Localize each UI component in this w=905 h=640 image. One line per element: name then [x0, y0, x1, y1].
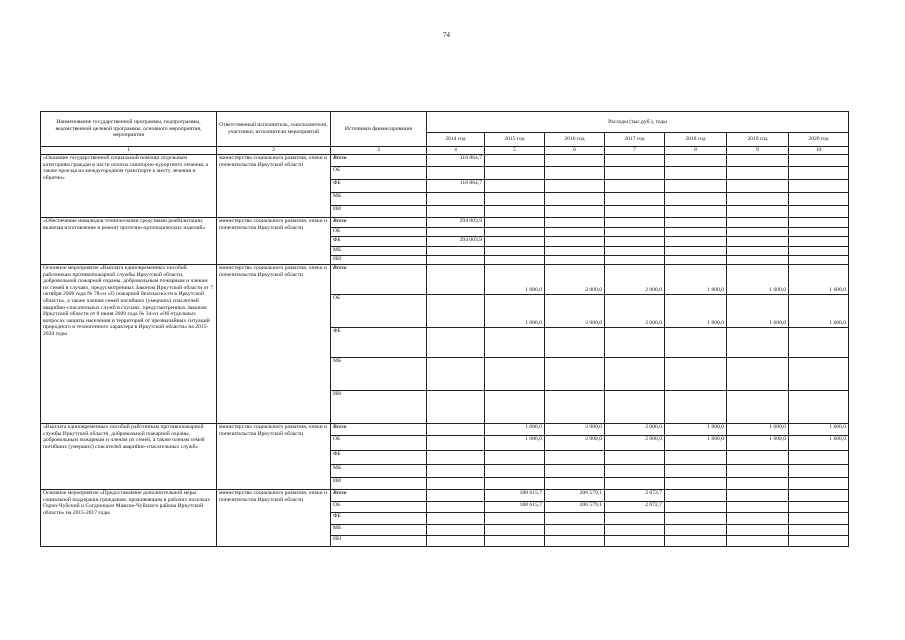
- amount-cell: 1 086,0: [485, 265, 545, 295]
- funding-source-cell: Всего: [331, 155, 427, 167]
- program-name-cell: Основное мероприятие «Предоставление дополнительной меры социальной поддержки гражданам, проживавшим в рабочих поселках Горно-Чуйский и Согдиондон Мамско-Чуйского района Иркутской области» на 2015-2017 годы: [41, 490, 217, 547]
- amount-cell: [427, 256, 485, 265]
- amount-cell: [605, 465, 665, 478]
- amount-cell: 1 086,0: [485, 436, 545, 451]
- amount-cell: [789, 237, 849, 247]
- amount-cell: [727, 155, 789, 167]
- amount-cell: [427, 206, 485, 218]
- amount-cell: 206 579,1: [545, 490, 605, 502]
- funding-source-cell: ФБ: [331, 180, 427, 193]
- amount-cell: [485, 193, 545, 206]
- page-number: 74: [443, 31, 450, 39]
- header-year: 2016 год: [545, 133, 605, 147]
- amount-cell: 1 800,0: [665, 424, 727, 436]
- column-number: 7: [605, 147, 665, 155]
- amount-cell: [605, 513, 665, 525]
- amount-cell: [727, 328, 789, 358]
- amount-cell: [605, 478, 665, 490]
- amount-cell: [427, 295, 485, 328]
- amount-cell: [605, 536, 665, 547]
- amount-cell: [485, 228, 545, 237]
- amount-cell: [427, 465, 485, 478]
- table-row: [41, 265, 849, 295]
- amount-cell: [605, 155, 665, 167]
- amount-cell: [485, 237, 545, 247]
- amount-cell: [545, 536, 605, 547]
- amount-cell: [665, 490, 727, 502]
- amount-cell: 2 072,7: [605, 502, 665, 513]
- funding-source-cell: ФБ: [331, 237, 427, 247]
- column-number: 8: [665, 147, 727, 155]
- amount-cell: [427, 436, 485, 451]
- amount-cell: [605, 358, 665, 391]
- amount-cell: [605, 328, 665, 358]
- budget-table: [40, 111, 849, 547]
- amount-cell: [485, 478, 545, 490]
- amount-cell: [665, 256, 727, 265]
- amount-cell: 1 800,0: [665, 436, 727, 451]
- column-number: 1: [41, 147, 217, 155]
- funding-source-cell: ОБ: [331, 436, 427, 451]
- amount-cell: [665, 465, 727, 478]
- amount-cell: [727, 237, 789, 247]
- amount-cell: [427, 478, 485, 490]
- amount-cell: [665, 513, 727, 525]
- amount-cell: [605, 391, 665, 424]
- amount-cell: [727, 478, 789, 490]
- amount-cell: 188 615,7: [485, 502, 545, 513]
- amount-cell: [727, 218, 789, 228]
- amount-cell: [789, 391, 849, 424]
- amount-cell: [727, 358, 789, 391]
- funding-source-cell: ИИ: [331, 391, 427, 424]
- amount-cell: [665, 167, 727, 180]
- funding-source-cell: ИИ: [331, 478, 427, 490]
- amount-cell: [727, 465, 789, 478]
- amount-cell: [727, 206, 789, 218]
- header-year: 2018 год: [665, 133, 727, 147]
- amount-cell: [427, 391, 485, 424]
- amount-cell: 2 000,0: [605, 295, 665, 328]
- amount-cell: [789, 502, 849, 513]
- funding-source-cell: ОБ: [331, 502, 427, 513]
- amount-cell: [605, 228, 665, 237]
- amount-cell: [427, 328, 485, 358]
- amount-cell: [789, 228, 849, 237]
- amount-cell: [427, 193, 485, 206]
- column-number: 4: [427, 147, 485, 155]
- amount-cell: [427, 247, 485, 256]
- header-year: 2015 год: [485, 133, 545, 147]
- amount-cell: [485, 167, 545, 180]
- amount-cell: 1 600,0: [727, 424, 789, 436]
- amount-cell: [727, 536, 789, 547]
- amount-cell: 1 600,0: [789, 436, 849, 451]
- amount-cell: [789, 155, 849, 167]
- amount-cell: [727, 451, 789, 465]
- table-row: [41, 490, 849, 502]
- amount-cell: [485, 256, 545, 265]
- header-expenses: Расходы (тыс.руб.), годы: [427, 112, 849, 133]
- amount-cell: 2 000,0: [605, 265, 665, 295]
- amount-cell: [545, 155, 605, 167]
- amount-cell: 2 000,0: [545, 436, 605, 451]
- amount-cell: [485, 206, 545, 218]
- amount-cell: [427, 167, 485, 180]
- column-number: 5: [485, 147, 545, 155]
- amount-cell: [665, 155, 727, 167]
- funding-source-cell: Всего: [331, 218, 427, 228]
- amount-cell: [545, 451, 605, 465]
- amount-cell: [605, 180, 665, 193]
- amount-cell: [789, 525, 849, 536]
- funding-source-cell: МБ: [331, 358, 427, 391]
- amount-cell: [485, 218, 545, 228]
- amount-cell: [485, 536, 545, 547]
- amount-cell: 1 600,0: [789, 265, 849, 295]
- column-number: 2: [217, 147, 331, 155]
- amount-cell: [545, 465, 605, 478]
- amount-cell: 118 864,7: [427, 180, 485, 193]
- program-name-cell: «Выплата единовременных пособий работникам противопожарной службы Иркутской области, добровольной пожарной охраны, добровольным пожарным и членам их семей, а также членам семей погибших (умерших) спасателей аварийно-спасательных служб»: [41, 424, 217, 490]
- amount-cell: [485, 451, 545, 465]
- column-number: 6: [545, 147, 605, 155]
- amount-cell: 1 086,0: [485, 424, 545, 436]
- amount-cell: [727, 391, 789, 424]
- funding-source-cell: ОБ: [331, 167, 427, 180]
- amount-cell: [545, 228, 605, 237]
- amount-cell: [545, 206, 605, 218]
- amount-cell: [727, 167, 789, 180]
- amount-cell: [485, 358, 545, 391]
- executor-cell: министерство социального развития, опеки и попечительства Иркутской области: [217, 424, 331, 490]
- amount-cell: 1 600,0: [727, 436, 789, 451]
- column-number: 3: [331, 147, 427, 155]
- amount-cell: [789, 513, 849, 525]
- funding-source-cell: ИИ: [331, 256, 427, 265]
- amount-cell: [485, 180, 545, 193]
- header-year: 2019 год: [727, 133, 789, 147]
- amount-cell: [605, 256, 665, 265]
- amount-cell: [485, 247, 545, 256]
- amount-cell: [789, 358, 849, 391]
- amount-cell: [605, 206, 665, 218]
- funding-source-cell: ОБ: [331, 228, 427, 237]
- amount-cell: [789, 536, 849, 547]
- amount-cell: [427, 451, 485, 465]
- amount-cell: [665, 247, 727, 256]
- amount-cell: [605, 193, 665, 206]
- amount-cell: [665, 502, 727, 513]
- amount-cell: [545, 256, 605, 265]
- amount-cell: [485, 328, 545, 358]
- amount-cell: [427, 228, 485, 237]
- amount-cell: 1 600,0: [789, 424, 849, 436]
- amount-cell: [545, 247, 605, 256]
- amount-cell: [727, 256, 789, 265]
- amount-cell: 1 600,0: [727, 265, 789, 295]
- amount-cell: [545, 218, 605, 228]
- amount-cell: 2 000,0: [545, 295, 605, 328]
- amount-cell: 1 600,0: [727, 295, 789, 328]
- amount-cell: [605, 237, 665, 247]
- amount-cell: [789, 490, 849, 502]
- executor-cell: министерство социального развития, опеки и попечительства Иркутской области: [217, 218, 331, 265]
- program-name-cell: Основное мероприятие «Выплата единовременных пособий работникам противопожарной службы Иркутской области, добровольной пожарной охраны, добровольным пожарным и членам их семей в случаях, предусмотренных Законом Иркутской области от 7 октября 2008 года № 78-оз «О пожарной безопасности в Иркутской области», а также членам семей погибших (умерших) спасателей аварийно-спасательных служб в случаях, предусмотренных Законом Иркутской области от 8 июня 2009 года № 34-оз «Об отдельных вопросах защиты населения и территорий от чрезвычайных ситуаций природного и техногенного характера в Иркутской области» на 2015-2020 годы: [41, 265, 217, 424]
- amount-cell: [665, 193, 727, 206]
- amount-cell: [665, 358, 727, 391]
- funding-source-cell: Всего: [331, 424, 427, 436]
- amount-cell: [605, 247, 665, 256]
- program-name-cell: «Обеспечение инвалидов техническими средствами реабилитации, включая изготовление и ремонт протезно-ортопедических изделий»: [41, 218, 217, 265]
- amount-cell: 294 003,9: [427, 218, 485, 228]
- amount-cell: 294 003,9: [427, 237, 485, 247]
- amount-cell: [427, 536, 485, 547]
- amount-cell: 2 000,0: [605, 424, 665, 436]
- amount-cell: 2 072,7: [605, 490, 665, 502]
- amount-cell: [545, 358, 605, 391]
- amount-cell: 1 600,0: [789, 295, 849, 328]
- amount-cell: [545, 525, 605, 536]
- amount-cell: [545, 328, 605, 358]
- column-number: 9: [727, 147, 789, 155]
- header-executor: Ответственный исполнитель, соисполнители, участники, исполнители мероприятий: [217, 112, 331, 147]
- amount-cell: [545, 167, 605, 180]
- amount-cell: [545, 478, 605, 490]
- header-year: 2020 год: [789, 133, 849, 147]
- amount-cell: [485, 155, 545, 167]
- table-row: [41, 218, 849, 228]
- executor-cell: министерство социального развития, опеки и попечительства Иркутской области: [217, 155, 331, 218]
- amount-cell: [427, 502, 485, 513]
- table-row: [41, 155, 849, 167]
- amount-cell: [727, 193, 789, 206]
- funding-source-cell: МБ: [331, 465, 427, 478]
- funding-source-cell: МБ: [331, 193, 427, 206]
- amount-cell: [485, 525, 545, 536]
- amount-cell: [789, 465, 849, 478]
- funding-source-cell: ИИ: [331, 206, 427, 218]
- amount-cell: [789, 180, 849, 193]
- amount-cell: [727, 247, 789, 256]
- amount-cell: [789, 256, 849, 265]
- amount-cell: 2 000,0: [545, 265, 605, 295]
- header-name: Наименование государственной программы, подпрограммы, ведомственной целевой программы, основного мероприятия, мероприятия: [41, 112, 217, 147]
- funding-source-cell: МБ: [331, 247, 427, 256]
- amount-cell: [545, 391, 605, 424]
- amount-cell: [789, 193, 849, 206]
- amount-cell: 2 000,0: [605, 436, 665, 451]
- amount-cell: 206 579,1: [545, 502, 605, 513]
- amount-cell: [789, 328, 849, 358]
- amount-cell: [665, 451, 727, 465]
- amount-cell: [665, 206, 727, 218]
- header-year: 2017 год: [605, 133, 665, 147]
- amount-cell: [485, 513, 545, 525]
- amount-cell: [789, 206, 849, 218]
- amount-cell: [789, 167, 849, 180]
- amount-cell: [789, 247, 849, 256]
- executor-cell: министерство социального развития, опеки и попечительства Иркутской области: [217, 490, 331, 547]
- amount-cell: [727, 525, 789, 536]
- amount-cell: 188 615,7: [485, 490, 545, 502]
- program-name-cell: «Оказание государственной социальной помощи отдельным категориям граждан в части оплаты санаторно-курортного лечения, а также проезда на междугородном транспорте к месту лечения и обратно»: [41, 155, 217, 218]
- table-row: [41, 424, 849, 436]
- amount-cell: [665, 218, 727, 228]
- amount-cell: [665, 525, 727, 536]
- funding-source-cell: ИН: [331, 536, 427, 547]
- amount-cell: [545, 513, 605, 525]
- amount-cell: [485, 465, 545, 478]
- amount-cell: [427, 358, 485, 391]
- table-body: [41, 155, 849, 547]
- amount-cell: 1 086,0: [485, 295, 545, 328]
- amount-cell: [427, 513, 485, 525]
- header-source: Источники финансирования: [331, 112, 427, 147]
- amount-cell: [665, 228, 727, 237]
- funding-source-cell: ОБ: [331, 295, 427, 328]
- amount-cell: [605, 167, 665, 180]
- amount-cell: 2 000,0: [545, 424, 605, 436]
- amount-cell: 118 864,7: [427, 155, 485, 167]
- amount-cell: [427, 490, 485, 502]
- amount-cell: [545, 237, 605, 247]
- header-year: 2014 год: [427, 133, 485, 147]
- amount-cell: [605, 525, 665, 536]
- amount-cell: [665, 328, 727, 358]
- funding-source-cell: ФБ: [331, 513, 427, 525]
- amount-cell: [427, 525, 485, 536]
- amount-cell: [485, 391, 545, 424]
- amount-cell: [727, 490, 789, 502]
- funding-source-cell: МБ: [331, 525, 427, 536]
- amount-cell: [605, 451, 665, 465]
- funding-source-cell: ФБ: [331, 328, 427, 358]
- column-numbers-row: [41, 147, 849, 155]
- amount-cell: [545, 180, 605, 193]
- header-row-top: [41, 112, 849, 133]
- amount-cell: [427, 265, 485, 295]
- amount-cell: [727, 513, 789, 525]
- amount-cell: [789, 478, 849, 490]
- funding-source-cell: ФБ: [331, 451, 427, 465]
- amount-cell: [605, 218, 665, 228]
- amount-cell: [665, 478, 727, 490]
- executor-cell: министерство социального развития, опеки и попечительства Иркутской области: [217, 265, 331, 424]
- amount-cell: [727, 502, 789, 513]
- amount-cell: [427, 424, 485, 436]
- column-number: 10: [789, 147, 849, 155]
- amount-cell: [665, 536, 727, 547]
- amount-cell: [727, 180, 789, 193]
- amount-cell: [665, 180, 727, 193]
- funding-source-cell: Всего: [331, 490, 427, 502]
- amount-cell: [665, 237, 727, 247]
- amount-cell: 1 800,0: [665, 265, 727, 295]
- amount-cell: [665, 391, 727, 424]
- amount-cell: [545, 193, 605, 206]
- amount-cell: [789, 451, 849, 465]
- amount-cell: [727, 228, 789, 237]
- amount-cell: [789, 218, 849, 228]
- funding-source-cell: Всего: [331, 265, 427, 295]
- amount-cell: 1 800,0: [665, 295, 727, 328]
